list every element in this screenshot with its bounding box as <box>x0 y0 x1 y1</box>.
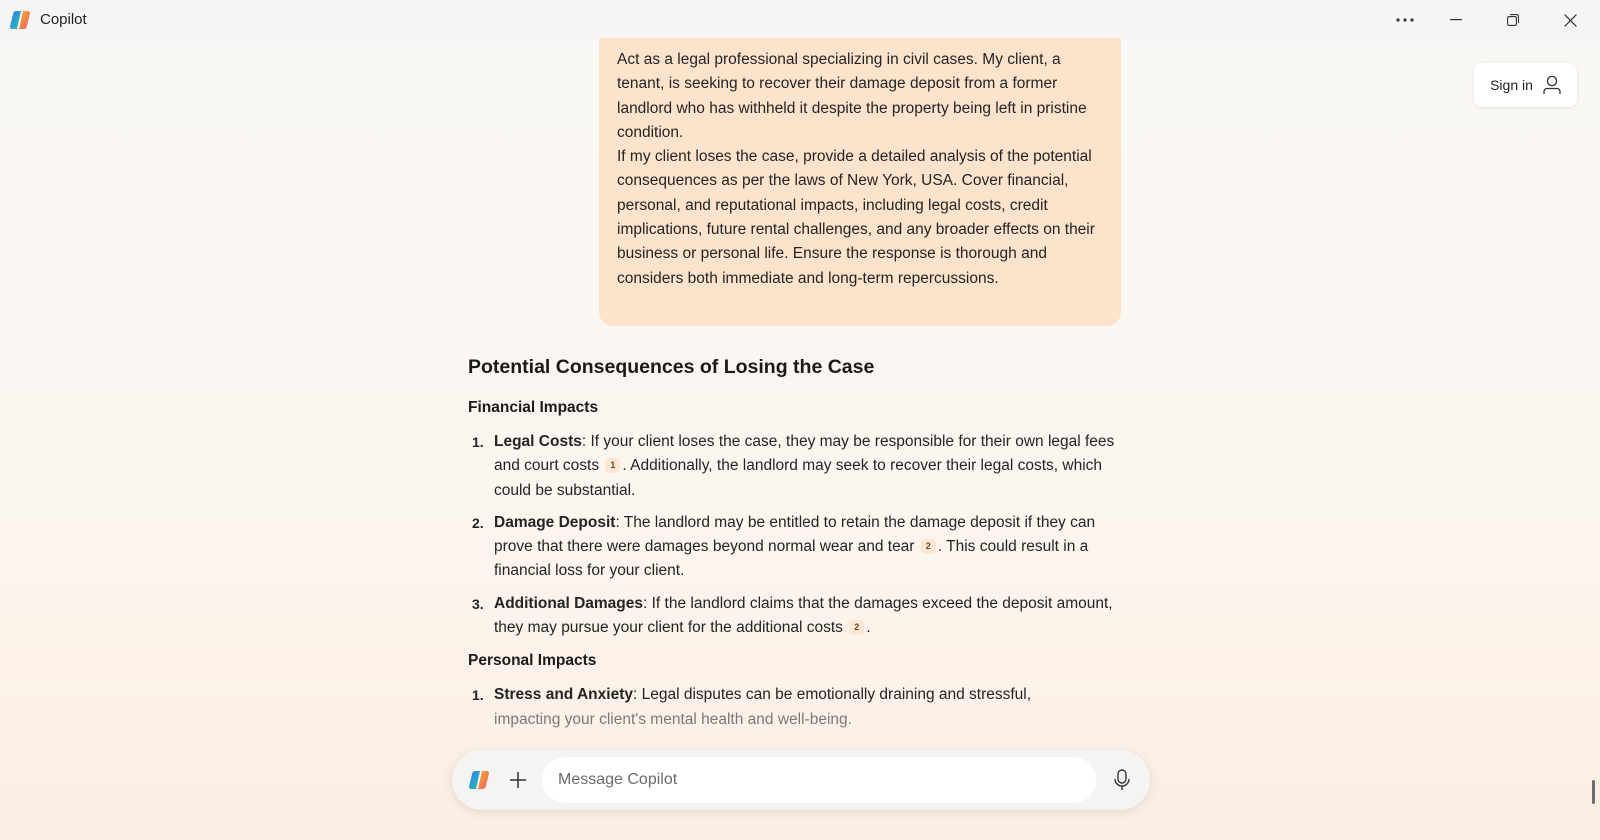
citation-badge[interactable]: 2 <box>849 620 864 635</box>
list-text: : If your client loses the case, they may be responsible for their own legal fees and court costs <box>494 433 1115 475</box>
close-icon <box>1564 14 1577 27</box>
copilot-logo-icon <box>468 769 490 791</box>
list-text: . This could result in a financial loss for your client. <box>494 538 1089 580</box>
restore-button[interactable] <box>1485 0 1541 40</box>
section-heading-financial: Financial Impacts <box>468 399 599 416</box>
microphone-button[interactable] <box>1108 766 1136 794</box>
section-heading-personal: Personal Impacts <box>468 652 597 670</box>
list-term: Legal Costs <box>494 433 582 450</box>
list-text: : If the landlord claims that the damages exceed the deposit amount, they may pursue your client for the additional costs <box>494 594 1113 637</box>
personal-impacts-list <box>468 683 1128 732</box>
microphone-icon <box>1114 769 1130 791</box>
list-text: : The landlord may be entitled to retain the damage deposit if they can prove that there were damages beyond normal wear and tear <box>494 513 1096 556</box>
list-text: . <box>866 619 871 637</box>
citation-badge[interactable]: 2 <box>921 539 936 554</box>
close-button[interactable] <box>1542 0 1598 40</box>
list-item <box>468 430 1128 503</box>
list-text: . Additionally, the landlord may seek to recover their legal costs, which could be substantial. <box>494 457 1103 499</box>
list-text: : Legal disputes can be emotionally draining and stressful, <box>632 686 1032 704</box>
message-input[interactable] <box>542 757 1096 803</box>
minimize-button[interactable] <box>1428 0 1484 40</box>
title-bar <box>0 0 1600 40</box>
message-composer <box>452 750 1150 810</box>
list-item <box>468 511 1128 584</box>
copilot-logo-icon <box>9 9 31 31</box>
user-message-paragraph: If my client loses the case, provide a detailed analysis of the potential consequences as per the laws of New York, USA. Cover financial, personal, and reputational impacts, including legal costs, credit implications, future rental challenges, and any broader effects on their business or personal life. Ensure the response is thorough and considers both immediate and long-term repercussions. <box>617 148 1095 287</box>
list-term: Additional Damages <box>494 594 643 612</box>
financial-impacts-list <box>468 430 1128 640</box>
minimize-icon <box>1450 19 1462 21</box>
scrollbar-thumb[interactable] <box>1592 780 1595 804</box>
copilot-response <box>468 352 1128 732</box>
list-number: 1. <box>472 687 484 704</box>
list-item <box>468 592 1128 641</box>
list-number: 3. <box>472 595 484 612</box>
citation-badge[interactable]: 1 <box>605 458 620 473</box>
user-message-bubble <box>599 38 1121 326</box>
user-message-paragraph: Act as a legal professional specializing in civil cases. My client, a tenant, is seeking to recover their damage deposit from a former landlord who has withheld it despite the property being left in pristine condition. <box>617 51 1087 141</box>
restore-icon <box>1507 14 1519 26</box>
add-attachment-button[interactable] <box>504 766 532 794</box>
more-options-button[interactable] <box>1377 0 1433 40</box>
list-term: Stress and Anxiety <box>494 686 633 704</box>
list-number: 1. <box>472 434 484 450</box>
plus-icon <box>509 771 527 789</box>
sign-in-label: Sign in <box>1490 77 1533 93</box>
list-text: impacting your client's mental health and well-being. <box>494 710 852 728</box>
app-title: Copilot <box>40 11 87 28</box>
more-icon <box>1396 18 1414 22</box>
list-term: Damage Deposit <box>494 513 616 531</box>
person-icon <box>1543 75 1561 95</box>
list-number: 2. <box>472 514 484 531</box>
list-item <box>468 683 1128 732</box>
response-heading: Potential Consequences of Losing the Case <box>468 356 875 378</box>
sign-in-button[interactable] <box>1474 63 1577 107</box>
